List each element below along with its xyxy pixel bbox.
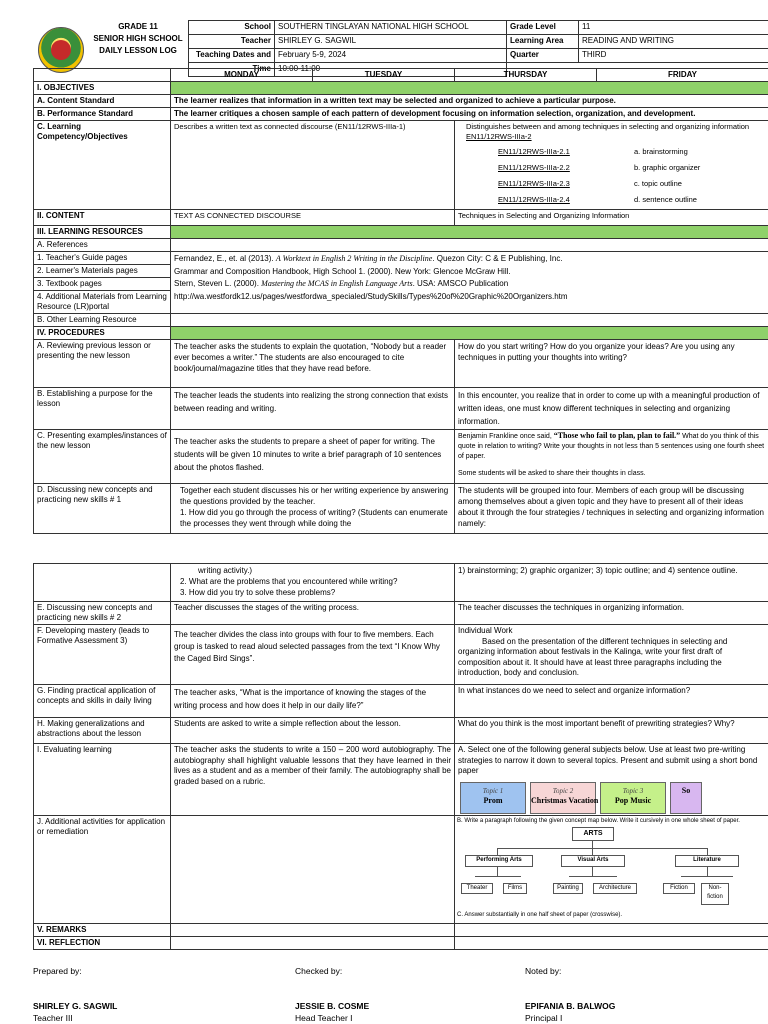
performance-standard-label: B. Performance Standard xyxy=(34,108,171,121)
day-tuesday: TUESDAY xyxy=(313,69,455,82)
procedure-b-monday: The teacher leads the students into realizing the strong connection that exists between reading and writing. xyxy=(171,388,455,430)
procedure-i-label: I. Evaluating learning xyxy=(34,744,171,816)
objectives-row xyxy=(34,82,768,95)
topic-4-box: So xyxy=(670,782,702,814)
reference-2: Grammar and Composition Handbook, High School 1. (2000). New York: Glencoe McGraw Hill. xyxy=(174,266,511,276)
references-list xyxy=(171,252,768,314)
half-sheet-instruction: C. Answer substantially in one half sheet of paper (crosswise). xyxy=(457,912,623,918)
procedure-g-monday: The teacher asks, “What is the importance of knowing the stages of the writing process and how does it help in our daily life?” xyxy=(171,685,455,718)
content-standard-text: The learner realizes that information in a written text may be selected and organized to achieve a particular purpose. xyxy=(171,95,768,108)
performance-standard-text: The learner critiques a chosen sample of each pattern of development focusing on information selection, organization, and development. xyxy=(171,108,768,121)
learning-area-value: READING AND WRITING xyxy=(579,35,768,49)
learning-area-label: Learning Area xyxy=(507,35,579,49)
reflection-label: VI. REFLECTION xyxy=(34,937,171,950)
school-value: SOUTHERN TINGLAYAN NATIONAL HIGH SCHOOL xyxy=(275,21,507,35)
competency-label: C. Learning Competency/Objectives xyxy=(34,121,171,210)
reflection-row xyxy=(34,937,768,950)
competency-row xyxy=(34,121,768,210)
procedure-f-friday: Individual Work Based on the presentation of the different techniques in selecting and organizing information about festivals in the Kalinga, write your first draft of composition about it. It should have at least three paragraphs including the introduction, body and conclusion. xyxy=(455,625,768,685)
references-row xyxy=(34,239,768,252)
question-2: 2. What are the problems that you encountered while writing? xyxy=(180,577,398,586)
procedure-h-friday: What do you think is the most important benefit of prewriting strategies? Why? xyxy=(455,718,768,744)
procedure-a-row xyxy=(34,340,768,388)
procedure-c-monday: The teacher asks the students to prepare a sheet of paper for writing. The students will be given 10 minutes to write a brief paragraph of 10 sentences about the photos flashed. xyxy=(171,430,455,484)
technique-d: d. sentence outline xyxy=(634,195,697,204)
competency-monday: Describes a written text as connected discourse (EN11/12RWS-IIIa-1) xyxy=(171,121,455,210)
plan-quote: “Those who fail to plan, plan to fail.” xyxy=(553,431,681,440)
topic-boxes xyxy=(458,782,765,814)
prepared-name: SHIRLEY G. SAGWIL xyxy=(33,1001,118,1011)
grade-title: GRADE 11 xyxy=(118,22,158,31)
procedure-b-row xyxy=(34,388,768,430)
log-title: DAILY LESSON LOG xyxy=(99,46,177,55)
content-standard-label: A. Content Standard xyxy=(34,95,171,108)
lesson-log-table-page1 xyxy=(33,68,768,534)
procedures-label: IV. PROCEDURES xyxy=(34,327,171,340)
content-row xyxy=(34,210,768,226)
cmap-performing-arts: Performing Arts xyxy=(465,855,533,867)
other-resource-row xyxy=(34,314,768,327)
procedure-a-monday: The teacher asks the students to explain the quotation, “Nobody but a reader ever becomes a writer.” The students are also encouraged to cite book/journal/magazine titles that they have read before. xyxy=(171,340,455,388)
header-titles xyxy=(90,21,186,57)
other-resource-label: B. Other Learning Resource xyxy=(34,314,171,327)
content-friday: Techniques in Selecting and Organizing Information xyxy=(455,210,768,226)
time-label: Time xyxy=(189,63,275,77)
lesson-log-table-page2 xyxy=(33,563,768,950)
grade-level-value: 11 xyxy=(579,21,768,35)
concept-map-instruction: B. Write a paragraph following the given concept map below. Write it cursively in one whole sheet of paper. xyxy=(457,818,740,824)
cmap-visual-arts: Visual Arts xyxy=(561,855,625,867)
objectives-label: I. OBJECTIVES xyxy=(34,82,171,95)
procedure-i-friday: A. Select one of the following general subjects below. Use at least two pre-writing strategies to narrow it down to several topics. Present and submit using a short bond paper Topic 1 Prom Topic 2 Christmas Vacation Topic 3 Pop Music So xyxy=(455,744,768,816)
content-monday: TEXT AS CONNECTED DISCOURSE xyxy=(171,210,455,226)
content-standard-row xyxy=(34,95,768,108)
performance-standard-row xyxy=(34,108,768,121)
school-logo xyxy=(38,27,84,73)
procedure-j-friday xyxy=(455,816,768,924)
code-2-3: EN11/12RWS-IIIa-2.3 xyxy=(498,179,570,188)
procedure-c-label: C. Presenting examples/instances of the new lesson xyxy=(34,430,171,484)
lr-portal-label: 4. Additional Materials from Learning Resource (LR)portal xyxy=(34,291,171,314)
procedure-a-label: A. Reviewing previous lesson or presenting the new lesson xyxy=(34,340,171,388)
procedure-g-friday: In what instances do we need to select and organize information? xyxy=(455,685,768,718)
procedure-g-row xyxy=(34,685,768,718)
procedure-d-friday-cont: 1) brainstorming; 2) graphic organizer; 3) topic outline; and 4) sentence outline. xyxy=(455,564,768,602)
procedure-e-row xyxy=(34,602,768,625)
code-2-2: EN11/12RWS-IIIa-2.2 xyxy=(498,163,570,172)
checked-by-label: Checked by: xyxy=(295,966,343,976)
checked-name: JESSIE B. COSME xyxy=(295,1001,370,1011)
day-friday: FRIDAY xyxy=(597,69,768,82)
technique-b: b. graphic organizer xyxy=(634,163,701,172)
school-type-title: SENIOR HIGH SCHOOL xyxy=(93,34,183,43)
procedure-f-label: F. Developing mastery (leads to Formative Assessment 3) xyxy=(34,625,171,685)
day-header-row xyxy=(34,69,768,82)
procedure-h-row xyxy=(34,718,768,744)
competency-friday xyxy=(455,121,768,210)
school-label: School xyxy=(189,21,275,35)
procedure-d-friday: The students will be grouped into four. Members of each group will be discussing among themselves about a given topic and they have to present all of their ideas about it through the four strategies / techniques in selecting and organizing information namely: xyxy=(455,484,768,534)
procedure-c-friday: Benjamin Frankline once said, “Those who fail to plan, plan to fail.” What do you think of this quote in relation to writing? Write your thoughts in not less than 5 sentences using one fourth sheet of paper. Some students will be asked to share their thoughts in class. xyxy=(455,430,768,484)
procedure-i-monday: The teacher asks the students to write a 150 – 200 word autobiography. The autobiography shall highlight valuable lessons that they have learned in their lives as a student and as a member of their family. The autobiography shall be graded based on a rubric. xyxy=(171,744,455,816)
procedure-e-label: E. Discussing new concepts and practicing new skills # 2 xyxy=(34,602,171,625)
procedures-row xyxy=(34,327,768,340)
procedure-g-label: G. Finding practical application of concepts and skills in daily living xyxy=(34,685,171,718)
code-2-1: EN11/12RWS-IIIa-2.1 xyxy=(498,147,570,156)
logo-seal xyxy=(51,40,71,60)
procedure-e-friday: The teacher discusses the techniques in organizing information. xyxy=(455,602,768,625)
cmap-non-fiction: Non-fiction xyxy=(701,883,729,905)
technique-a: a. brainstorming xyxy=(634,147,688,156)
code-2-4: EN11/12RWS-IIIa-2.4 xyxy=(498,195,570,204)
procedure-d-continued-row xyxy=(34,564,768,602)
procedure-b-label: B. Establishing a purpose for the lesson xyxy=(34,388,171,430)
procedure-f-row xyxy=(34,625,768,685)
topic-1-box: Topic 1 Prom xyxy=(460,782,526,814)
competency-fri-intro: Distinguishes between and among techniques in selecting and organizing information xyxy=(466,122,750,131)
cmap-architecture: Architecture xyxy=(593,883,637,894)
dates-value: February 5-9, 2024 xyxy=(275,49,507,63)
resources-row xyxy=(34,226,768,239)
procedure-h-monday: Students are asked to write a simple reflection about the lesson. xyxy=(171,718,455,744)
technique-c: c. topic outline xyxy=(634,179,682,188)
question-3: 3. How did you try to solve these problems? xyxy=(180,588,336,597)
topic-2-box: Topic 2 Christmas Vacation xyxy=(530,782,596,814)
day-monday: MONDAY xyxy=(171,69,313,82)
procedure-d-monday-cont: writing activity.) 2. What are the problems that you encountered while writing? 3. How did you try to solve these problems? xyxy=(171,564,455,602)
textbook-label: 3. Textbook pages xyxy=(34,278,171,291)
procedure-i-row xyxy=(34,744,768,816)
cmap-fiction: Fiction xyxy=(663,883,695,894)
noted-by-label: Noted by: xyxy=(525,966,562,976)
noted-name: EPIFANIA B. BALWOG xyxy=(525,1001,616,1011)
dates-label: Teaching Dates and xyxy=(189,49,275,63)
procedure-d-row xyxy=(34,484,768,534)
day-thursday: THURSDAY xyxy=(455,69,597,82)
concept-map xyxy=(457,825,757,911)
reference-3: Stern, Steven L. (2000). Mastering the MCAS in English Language Arts. USA: AMSCO Publication xyxy=(174,279,509,288)
quarter-label: Quarter xyxy=(507,49,579,63)
topic-3-box: Topic 3 Pop Music xyxy=(600,782,666,814)
individual-work-title: Individual Work xyxy=(458,626,513,635)
procedure-b-friday: In this encounter, you realize that in order to come up with a meaningful production of written ideas, one must know different techniques in selecting and organizing information. xyxy=(455,388,768,430)
procedure-a-friday: How do you start writing? How do you organize your ideas? Are you using any techniques in putting your thoughts into writing? xyxy=(455,340,768,388)
question-1: 1. How did you go through the process of writing? (Students can enumerate the processes they went through while doing the xyxy=(180,508,448,528)
procedure-j-label: J. Additional activities for application or remediation xyxy=(34,816,171,924)
procedure-f-monday: The teacher divides the class into groups with four to five members. Each group is tasked to read aloud selected passages from the text “I Know Why the Caged Bird Sings”. xyxy=(171,625,455,685)
teachers-guide-label: 1. Teacher's Guide pages xyxy=(34,252,171,265)
prepared-by-label: Prepared by: xyxy=(33,966,82,976)
grade-level-label: Grade Level xyxy=(507,21,579,35)
reference-4[interactable]: http://wa.westfordk12.us/pages/westfordwa_specialed/StudySkills/Types%20of%20Graphic%20Organizers.htm xyxy=(174,291,568,301)
checked-title: Head Teacher I xyxy=(295,1013,353,1023)
content-label: II. CONTENT xyxy=(34,210,171,226)
procedure-d-label: D. Discussing new concepts and practicing new skills # 1 xyxy=(34,484,171,534)
remarks-label: V. REMARKS xyxy=(34,924,171,937)
cmap-root-arts: ARTS xyxy=(572,827,614,841)
cmap-theater: Theater xyxy=(461,883,493,894)
reference-1: Fernandez, E., et. al (2013). A Worktext in English 2 Writing in the Discipline. Quezon City: C & E Publishing, Inc. xyxy=(174,254,563,263)
learners-materials-label: 2. Learner's Materials pages xyxy=(34,265,171,278)
time-value: 10:00-11:00 xyxy=(275,63,507,77)
procedure-j-row xyxy=(34,816,768,924)
competency-fri-code: EN11/12RWS-IIIa-2 xyxy=(466,132,532,141)
cmap-films: Films xyxy=(503,883,527,894)
procedure-h-label: H. Making generalizations and abstractions about the lesson xyxy=(34,718,171,744)
prepared-title: Teacher III xyxy=(33,1013,73,1023)
teacher-value: SHIRLEY G. SAGWIL xyxy=(275,35,507,49)
share-thoughts-note: Some students will be asked to share their thoughts in class. xyxy=(458,470,646,477)
procedure-e-monday: Teacher discusses the stages of the writing process. xyxy=(171,602,455,625)
teachers-guide-row xyxy=(34,252,768,265)
procedure-d-monday: Together each student discusses his or her writing experience by answering the questions provided by the teacher. 1. How did you go through the process of writing? (Students can enumerate the processes they went through while doing the xyxy=(171,484,455,534)
procedure-c-row xyxy=(34,430,768,484)
cmap-literature: Literature xyxy=(675,855,739,867)
quarter-value: THIRD xyxy=(579,49,768,63)
resources-label: III. LEARNING RESOURCES xyxy=(34,226,171,239)
noted-title: Principal I xyxy=(525,1013,563,1023)
teacher-label: Teacher xyxy=(189,35,275,49)
cmap-painting: Painting xyxy=(553,883,583,894)
references-label: A. References xyxy=(34,239,171,252)
remarks-row xyxy=(34,924,768,937)
